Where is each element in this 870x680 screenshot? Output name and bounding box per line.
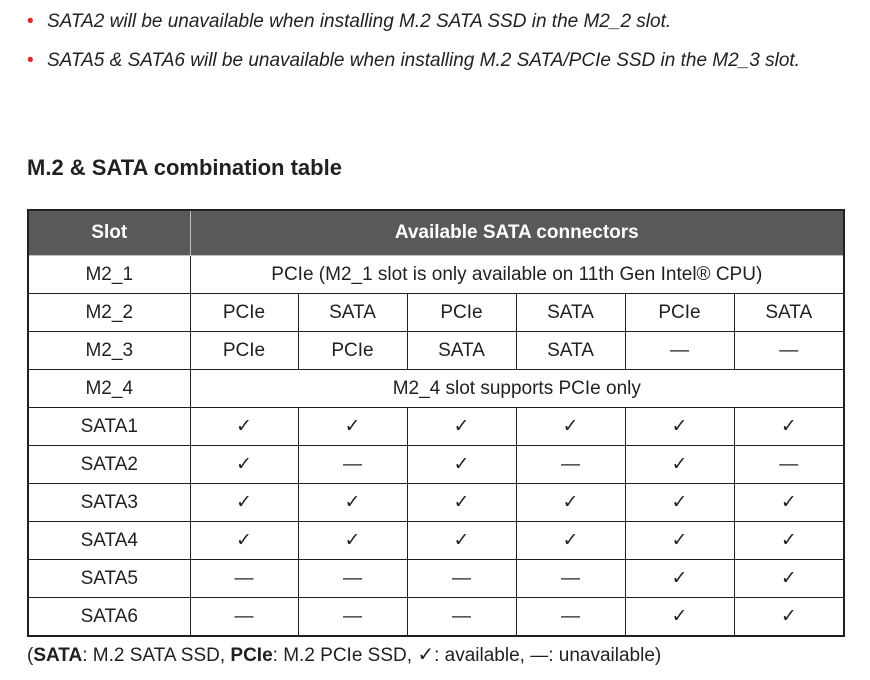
check-icon: ✓: [734, 522, 844, 560]
legend-sata-term: SATA: [33, 645, 83, 666]
dash-icon: —: [734, 446, 844, 484]
note-sata5-sata6: [27, 49, 847, 72]
header-slot: Slot: [28, 210, 190, 256]
slot-cell: M2_4: [28, 370, 190, 408]
table-header-row: [28, 210, 844, 256]
table-row: [28, 370, 844, 408]
value-cell: PCIe: [407, 294, 516, 332]
check-icon: ✓: [625, 522, 734, 560]
dash-icon: —: [298, 560, 407, 598]
legend-dash-desc: : unavailable): [548, 645, 662, 666]
slot-cell: M2_1: [28, 256, 190, 294]
legend-pcie-desc: : M.2 PCIe SSD,: [272, 645, 418, 666]
check-icon: ✓: [516, 484, 625, 522]
value-cell: PCIe: [625, 294, 734, 332]
check-icon: ✓: [190, 408, 298, 446]
table-body: [28, 256, 844, 637]
check-icon: ✓: [407, 484, 516, 522]
value-cell: SATA: [734, 294, 844, 332]
header-available-sata: Available SATA connectors: [190, 210, 844, 256]
check-icon: ✓: [190, 522, 298, 560]
value-cell: SATA: [516, 294, 625, 332]
table-row: [28, 256, 844, 294]
dash-icon: —: [298, 446, 407, 484]
dash-icon: —: [407, 598, 516, 637]
slot-cell: SATA6: [28, 598, 190, 637]
bullet-icon: •: [27, 11, 34, 32]
dash-icon: —: [625, 332, 734, 370]
dash-icon: —: [516, 598, 625, 637]
check-icon: ✓: [407, 446, 516, 484]
notes: [27, 10, 847, 72]
check-icon: ✓: [417, 644, 435, 666]
slot-cell: SATA3: [28, 484, 190, 522]
check-icon: ✓: [407, 522, 516, 560]
dash-icon: —: [298, 598, 407, 637]
value-cell: SATA: [298, 294, 407, 332]
check-icon: ✓: [298, 522, 407, 560]
dash-icon: —: [190, 560, 298, 598]
span-cell: PCIe (M2_1 slot is only available on 11th Gen Intel® CPU): [190, 256, 844, 294]
check-icon: ✓: [734, 560, 844, 598]
slot-cell: M2_3: [28, 332, 190, 370]
note-text: SATA5 & SATA6 will be unavailable when installing M.2 SATA/PCIe SSD in the M2_3 slot.: [47, 50, 800, 71]
table-row: [28, 408, 844, 446]
combination-table: [27, 209, 845, 637]
legend-check-desc: : available,: [434, 645, 531, 666]
check-icon: ✓: [625, 484, 734, 522]
slot-cell: SATA5: [28, 560, 190, 598]
table-row: [28, 294, 844, 332]
note-text: SATA2 will be unavailable when installing M.2 SATA SSD in the M2_2 slot.: [47, 11, 672, 32]
table-row: [28, 598, 844, 637]
value-cell: PCIe: [190, 332, 298, 370]
check-icon: ✓: [516, 408, 625, 446]
check-icon: ✓: [516, 522, 625, 560]
value-cell: SATA: [407, 332, 516, 370]
table-row: [28, 522, 844, 560]
slot-cell: M2_2: [28, 294, 190, 332]
check-icon: ✓: [625, 446, 734, 484]
slot-cell: SATA4: [28, 522, 190, 560]
legend-sata-desc: : M.2 SATA SSD,: [82, 645, 231, 666]
span-cell: M2_4 slot supports PCIe only: [190, 370, 844, 408]
table-row: [28, 484, 844, 522]
legend-pcie-term: PCIe: [230, 645, 273, 666]
check-icon: ✓: [407, 408, 516, 446]
check-icon: ✓: [298, 484, 407, 522]
check-icon: ✓: [625, 560, 734, 598]
check-icon: ✓: [625, 598, 734, 637]
check-icon: ✓: [298, 408, 407, 446]
check-icon: ✓: [190, 446, 298, 484]
dash-icon: —: [516, 446, 625, 484]
dash-icon: —: [407, 560, 516, 598]
slot-cell: SATA1: [28, 408, 190, 446]
value-cell: SATA: [516, 332, 625, 370]
bullet-icon: •: [27, 50, 34, 71]
check-icon: ✓: [734, 598, 844, 637]
value-cell: PCIe: [298, 332, 407, 370]
check-icon: ✓: [734, 408, 844, 446]
legend-open: (: [27, 645, 34, 666]
dash-icon: —: [734, 332, 844, 370]
table-row: [28, 332, 844, 370]
check-icon: ✓: [734, 484, 844, 522]
check-icon: ✓: [190, 484, 298, 522]
check-icon: ✓: [625, 408, 734, 446]
dash-icon: —: [190, 598, 298, 637]
legend: [27, 642, 661, 667]
table-row: [28, 446, 844, 484]
table-title: M.2 & SATA combination table: [27, 155, 342, 180]
note-sata2: [27, 10, 847, 33]
value-cell: PCIe: [190, 294, 298, 332]
dash-icon: —: [516, 560, 625, 598]
slot-cell: SATA2: [28, 446, 190, 484]
dash-icon: —: [530, 645, 549, 665]
table-row: [28, 560, 844, 598]
